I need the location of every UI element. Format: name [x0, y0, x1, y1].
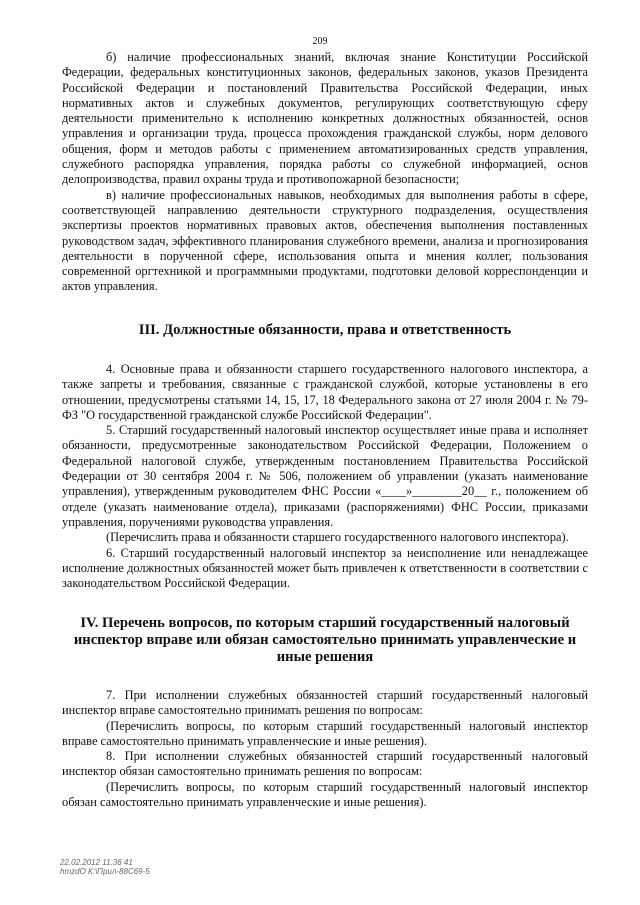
section-4-body [62, 688, 588, 810]
footer-stamp [60, 858, 150, 876]
section-4-heading: IV. Перечень вопросов, по которым старший государственный налоговый инспектор вправе или обязан самостоятельно принимать управленческие и иные решения [73, 615, 577, 665]
paragraph-8-note: (Перечислить вопросы, по которым старший государственный налоговый инспектор обязан самостоятельно принимать управленческие и иные решения). [62, 779, 588, 810]
footer-file-path: hmzdO К:\Прил-88C69-5 [60, 867, 150, 876]
page-number: 209 [312, 36, 328, 47]
paragraph-7: 7. При исполнении служебных обязанностей старший государственный налоговый инспектор вправе самостоятельно принимать решения по вопросам: [62, 688, 588, 718]
requirements-continuation [62, 50, 588, 295]
paragraph-4: 4. Основные права и обязанности старшего государственного налогового инспектора, а также запреты и требования, связанные с гражданской службой, которые установлены в его отношении, предусмотрены статьями 14, 15, 17, 18 Федерального закона от 27 июля 2004 г. № 79-ФЗ "О государственной гражданской службе Российской Федерации". [62, 362, 588, 422]
paragraph-6: 6. Старший государственный налоговый инспектор за неисполнение или ненадлежащее исполнение должностных обязанностей может быть привлечен к ответственности в соответствии с законодательством Российской Федерации. [62, 545, 588, 591]
footer-timestamp: 22.02.2012 11:36 41 [60, 858, 133, 867]
section-3-heading: III. Должностные обязанности, права и ответственность [138, 322, 512, 338]
section-3-body [62, 362, 588, 591]
paragraph-5: 5. Старший государственный налоговый инспектор осуществляет иные права и исполняет обязанности, предусмотренные законодательством Российской Федерации, Положением о Федеральной налоговой службе, утвержденным постановлением Правительства Российской Федерации от 30 сентября 2004 г. № 506, положением об управлении (указать наименование управления), утвержденным руководителем ФНС России «____»________20__ г., положением об отделе (указать наименование отдела), приказами (распоряжениями) ФНС России, приказами управления, поручениями руководства управления. [62, 423, 588, 529]
paragraph-v: в) наличие профессиональных навыков, необходимых для выполнения работы в сфере, соответствующей направлению деятельности структурного подразделения, осуществления экспертизы проектов нормативных правовых актов, обеспечения выполнения поставленных руководством задач, эффективного планирования служебного времени, анализа и прогнозирования деятельности в порученной сфере, использования опыта и мнения коллег, пользования современной оргтехникой и программными продуктами, подготовки деловой корреспонденции и актов управления. [62, 187, 588, 294]
paragraph-7-note: (Перечислить вопросы, по которым старший государственный налоговый инспектор вправе самостоятельно принимать управленческие и иные решения). [62, 718, 588, 748]
paragraph-8: 8. При исполнении служебных обязанностей старший государственный налоговый инспектор обязан самостоятельно принимать решения по вопросам: [62, 749, 588, 779]
paragraph-5-note: (Перечислить права и обязанности старшего государственного налогового инспектора). [106, 530, 569, 545]
paragraph-b: б) наличие профессиональных знаний, включая знание Конституции Российской Федерации, федеральных конституционных законов, федеральных законов, указов Президента Российской Федерации и постановлений Правительства Российской Федерации, иных нормативных актов и служебных документов, регулирующих соответствующую сферу деятельности применительно к исполнению конкретных должностных обязанностей, основ управления и организации труда, процесса прохождения гражданской службы, норм делового общения, форм и методов работы с применением автоматизированных средств управления, служебного распорядка управления, порядка работы со служебной информацией, основ делопроизводства, правил охраны труда и противопожарной безопасности; [62, 50, 588, 187]
